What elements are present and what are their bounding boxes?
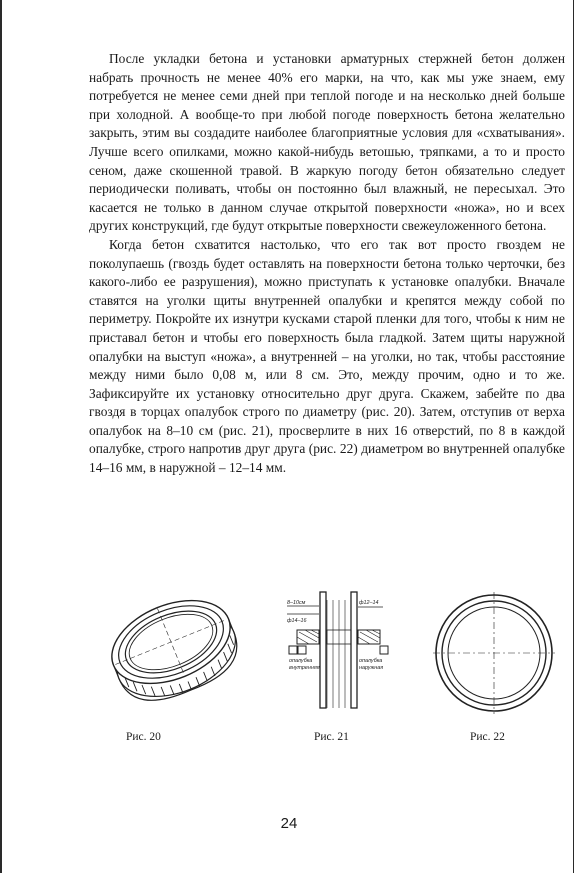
- paragraph-1: После укладки бетона и установки арматурных стержней бетон должен набрать прочность не менее 40% его марки, на что, как мы уже знаем, ему потребуется не менее семи дней при теплой погоде и на несколько дней больше при холодной. А вообще-то при любой погоде поверхность бетона желательно закрыть, этим вы создадите наиболее благоприятные условия для «схватывания». Лучше всего опилками, можно какой-нибудь ветошью, тряпками, а то и просто сеном, даже скошенной травой. В жаркую погоду бетон обязательно следует периодически поливать, чтобы он постоянно был влажный, не пересыхал. Это касается не только в данном случае открытой поверхности «ножа», но и всех других конструкций, где будут открытые поверхности свежеуложенного бетона.: [89, 51, 565, 234]
- figure-22-drawing: [429, 590, 559, 720]
- figure-21-label-top: 8–10см: [287, 600, 306, 606]
- figure-21-caption: Рис. 21: [314, 731, 349, 743]
- figure-21-outer-label-1: опалубка: [359, 658, 383, 664]
- figure-20-caption: Рис. 20: [126, 731, 161, 743]
- figures-row: [89, 590, 565, 740]
- figure-21-inner-label-1: опалубка: [289, 658, 313, 664]
- figure-20-drawing: [101, 590, 241, 710]
- figure-21-formwork-section: [265, 590, 415, 710]
- paragraph-2: Когда бетон схватится настолько, что его так вот просто гвоздем не поколупаешь (гвоздь будет оставлять на поверхности бетона только черточки, без какого-либо ее разрушения), можно приступать к установке опалубки. Вначале ставятся на уголки щиты внутренней опалубки и крепятся между собой по периметру. Покройте их изнутри кусками старой пленки для того, чтобы к ним не приставал бетон и чтобы его поверхность была гладкой. Затем щиты наружной опалубки на выступ «ножа», а внутренней – на уголки, но так, чтобы расстояние между ними было 0,08 м, или 8 см. Это, между прочим, одно и то же. Зафиксируйте их установку относительно друг друга. Скажем, забейте по два гвоздя в торцах опалубок строго по диаметру (рис. 20). Затем, отступив от верха опалубок на 8–10 см (рис. 21), просверлите в них 16 отверстий, по 8 в каждой опалубке, строго напротив друг друга (рис. 22) диаметром во внутренней опалубке 14–16 мм, в наружной – 12–14 мм.: [89, 236, 565, 476]
- page-number: 24: [280, 815, 298, 832]
- figure-21-inner-label-2: внутренняя: [289, 665, 320, 671]
- figure-20-ring-formwork: [101, 590, 241, 710]
- body-text: [89, 50, 565, 478]
- figure-21-label-left: ф14–16: [287, 618, 307, 624]
- figure-21-drawing: [265, 590, 415, 710]
- figure-22-caption: Рис. 22: [470, 731, 505, 743]
- figure-21-label-right: ф12–14: [359, 600, 379, 606]
- figure-captions: [89, 731, 565, 749]
- figure-21-outer-label-2: наружная: [359, 665, 384, 671]
- figure-22-ring-plan: [429, 590, 559, 720]
